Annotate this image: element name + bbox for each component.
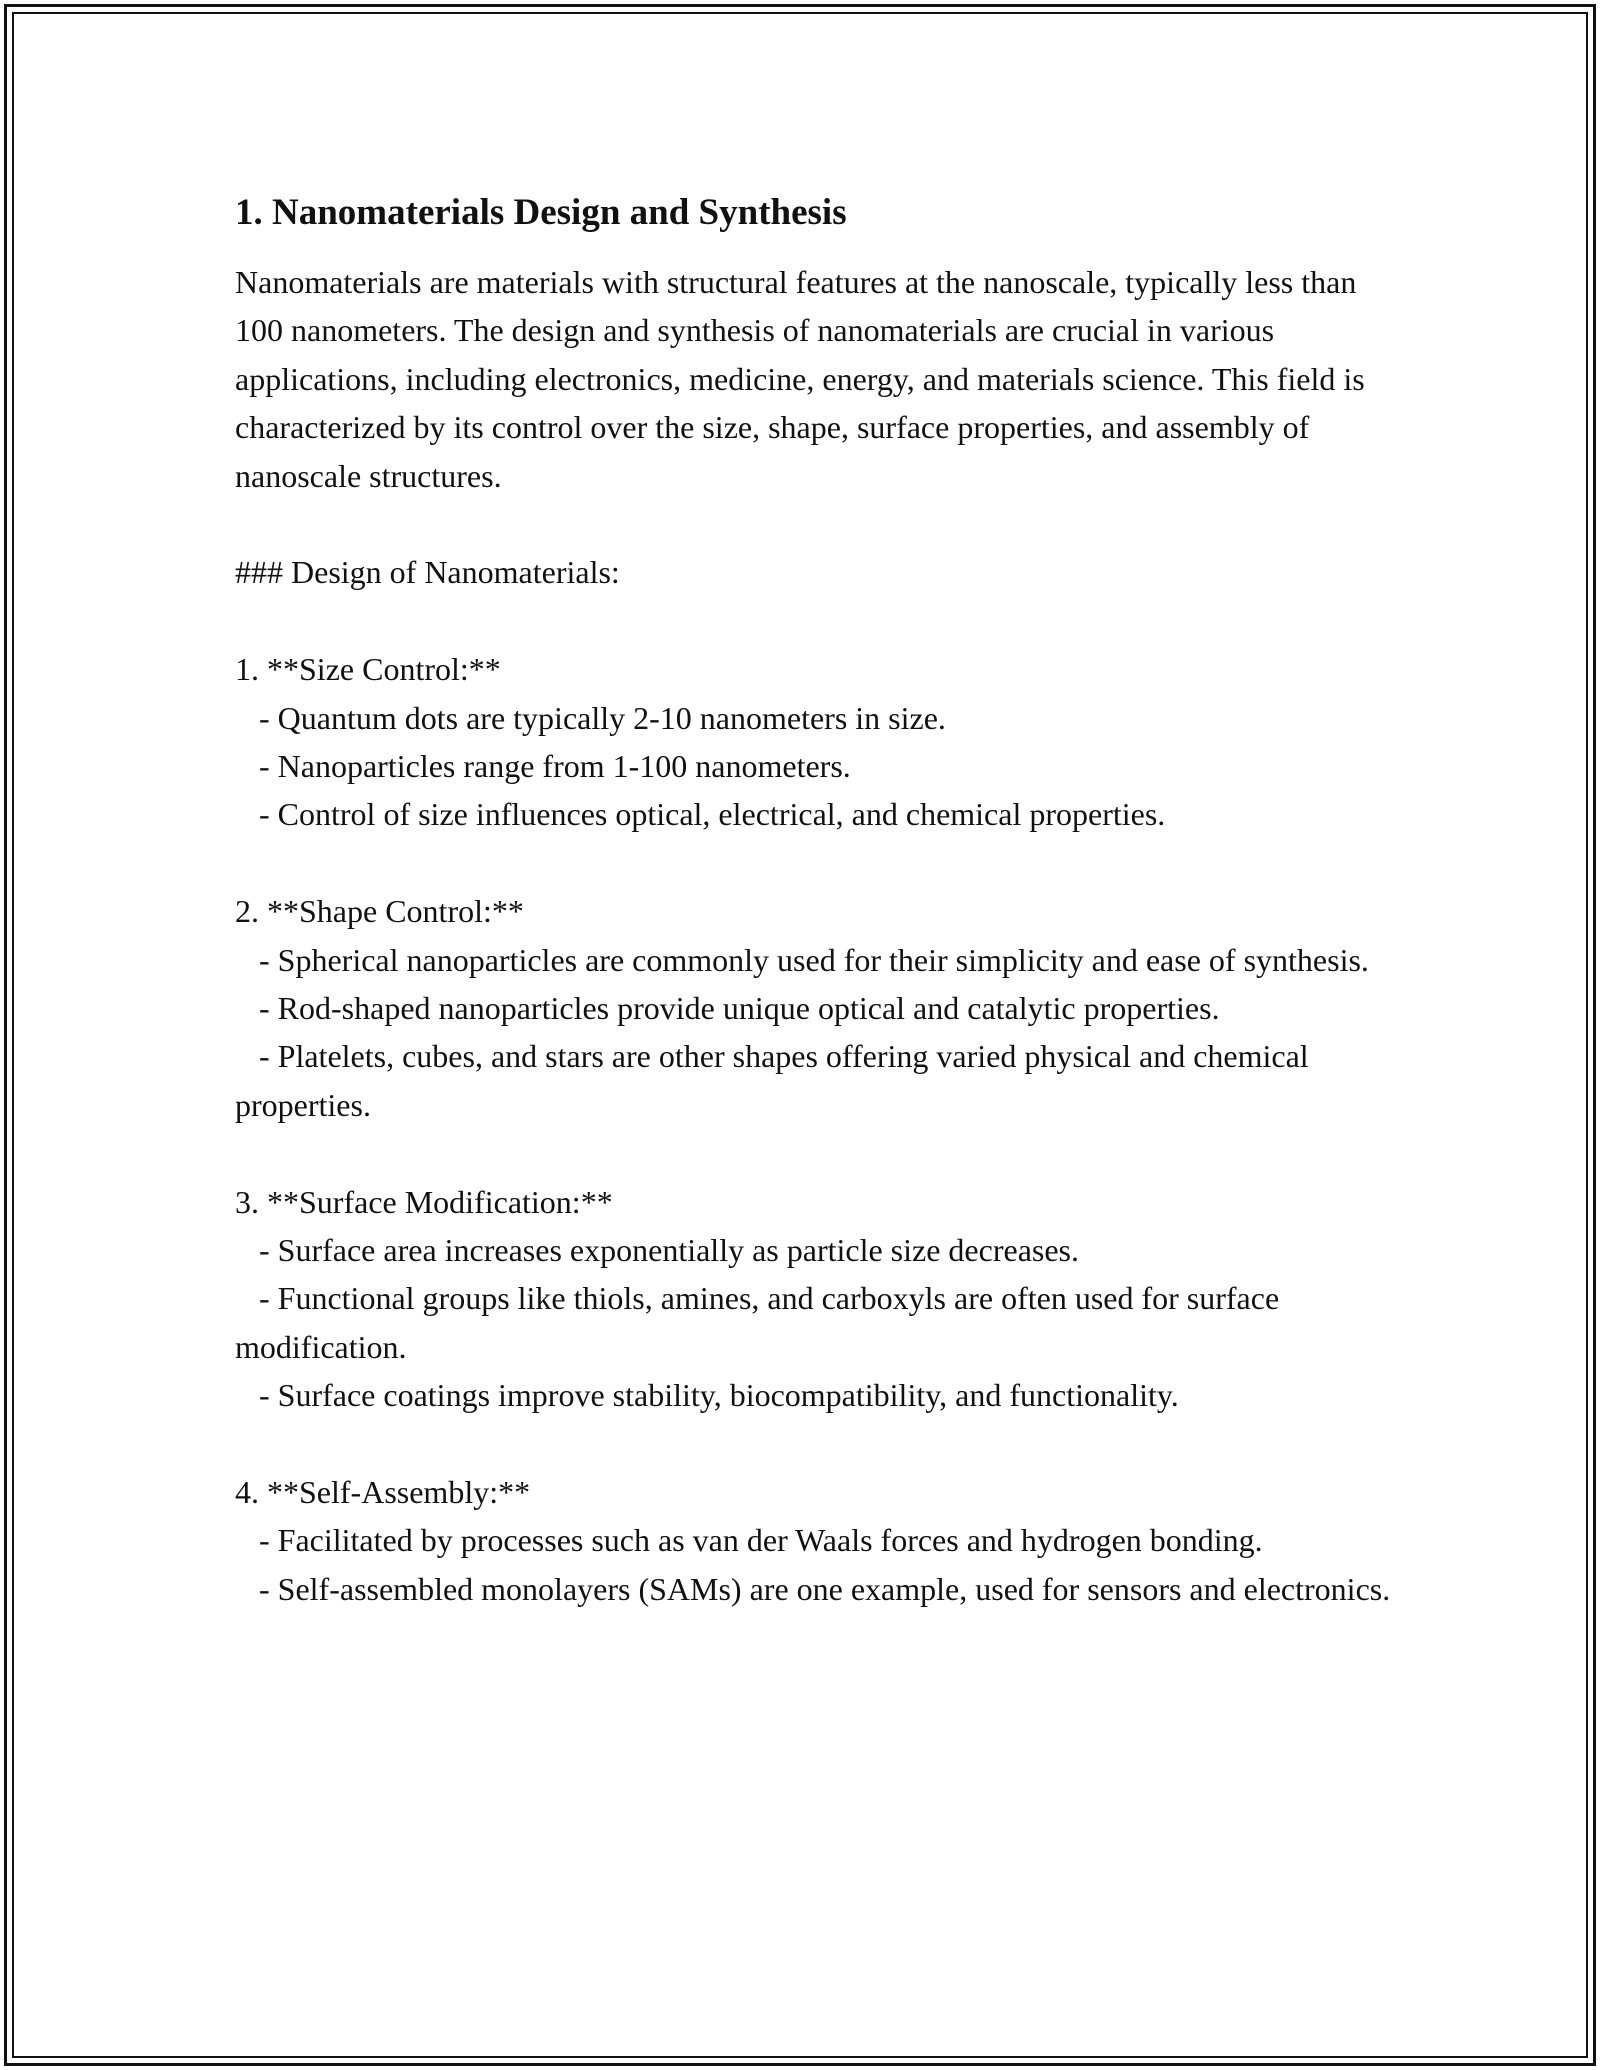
spacer: [235, 1420, 1395, 1468]
bullet: - Functional groups like thiols, amines, and carboxyls are often used for surface modification.: [235, 1280, 1288, 1365]
section-heading: ### Design of Nanomaterials:: [235, 554, 620, 591]
item-heading: 1. **Size Control:**: [235, 651, 501, 688]
bullet: - Quantum dots are typically 2-10 nanometers in size.: [235, 699, 946, 736]
bullet: - Rod-shaped nanoparticles provide unique optical and catalytic properties.: [235, 990, 1220, 1027]
bullet: - Self-assembled monolayers (SAMs) are one example, used for sensors and electronics.: [235, 1570, 1391, 1607]
item-heading: 3. **Surface Modification:**: [235, 1183, 613, 1220]
bullet: - Control of size influences optical, electrical, and chemical properties.: [235, 796, 1166, 833]
item-heading: 2. **Shape Control:**: [235, 893, 524, 930]
list-item-shape-control: [235, 887, 1395, 1129]
document-title: 1. Nanomaterials Design and Synthesis: [235, 192, 847, 233]
bullet: - Spherical nanoparticles are commonly used for their simplicity and ease of synthesis.: [235, 941, 1369, 978]
document-body: [235, 186, 1395, 1613]
spacer: [235, 500, 1395, 548]
list-item-size-control: [235, 645, 1395, 839]
intro-paragraph: Nanomaterials are materials with structural features at the nanoscale, typically less than 100 nanometers. The design and synthesis of nanomaterials are crucial in various applications, including electronics, medicine, energy, and materials science. This field is characterized by its control over the size, shape, surface properties, and assembly of nanoscale structures.: [235, 264, 1373, 494]
bullet: - Surface area increases exponentially as particle size decreases.: [235, 1232, 1079, 1269]
list-item-surface-modification: [235, 1178, 1395, 1420]
item-heading: 4. **Self-Assembly:**: [235, 1474, 531, 1511]
list-item-self-assembly: [235, 1468, 1395, 1613]
spacer: [235, 597, 1395, 645]
bullet: - Platelets, cubes, and stars are other shapes offering varied physical and chemical properties.: [235, 1038, 1317, 1123]
bullet: - Surface coatings improve stability, biocompatibility, and functionality.: [235, 1377, 1179, 1414]
spacer: [235, 839, 1395, 887]
bullet: - Facilitated by processes such as van der Waals forces and hydrogen bonding.: [235, 1522, 1263, 1559]
spacer: [235, 1129, 1395, 1177]
bullet: - Nanoparticles range from 1-100 nanometers.: [235, 748, 851, 785]
